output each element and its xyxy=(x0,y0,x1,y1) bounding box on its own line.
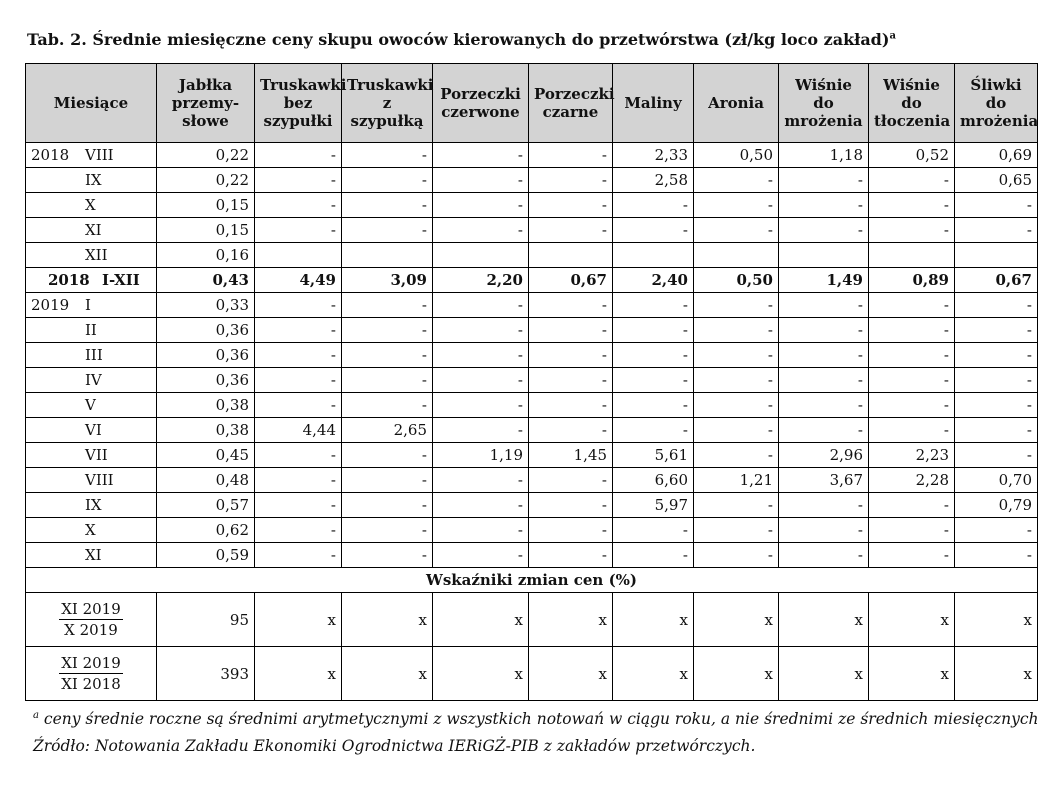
price-cell: - xyxy=(433,493,529,518)
price-cell xyxy=(955,243,1038,268)
table-row xyxy=(26,343,1038,368)
table-row xyxy=(26,168,1038,193)
price-cell: 2,33 xyxy=(613,143,694,168)
price-cell: 0,70 xyxy=(955,468,1038,493)
price-cell: - xyxy=(613,418,694,443)
price-cell: - xyxy=(694,218,779,243)
price-cell: - xyxy=(779,293,869,318)
price-cell xyxy=(694,243,779,268)
month-cell xyxy=(26,368,157,393)
price-cell: - xyxy=(342,393,433,418)
price-cell: - xyxy=(433,468,529,493)
month-cell xyxy=(26,218,157,243)
price-cell: - xyxy=(955,393,1038,418)
header-wisnie-mrozenia: Wiśnie do mrożenia xyxy=(779,64,869,143)
price-cell: 0,16 xyxy=(157,243,255,268)
month-label: XI xyxy=(85,221,102,239)
price-cell: - xyxy=(342,543,433,568)
month-label: X xyxy=(85,521,96,539)
price-cell: - xyxy=(342,143,433,168)
index-cell: x xyxy=(255,593,342,647)
year-label: 2018 xyxy=(31,146,70,164)
price-cell: - xyxy=(613,343,694,368)
price-cell: 3,67 xyxy=(779,468,869,493)
price-cell: - xyxy=(955,368,1038,393)
price-cell: - xyxy=(433,318,529,343)
price-cell: - xyxy=(255,368,342,393)
price-cell: - xyxy=(342,468,433,493)
price-cell: 0,67 xyxy=(955,268,1038,293)
index-cell: x xyxy=(869,593,955,647)
price-cell: - xyxy=(255,393,342,418)
month-label: VII xyxy=(85,446,108,464)
price-cell: - xyxy=(433,393,529,418)
price-cell: - xyxy=(433,418,529,443)
price-cell: - xyxy=(779,193,869,218)
price-cell: - xyxy=(955,543,1038,568)
price-cell: - xyxy=(433,343,529,368)
table-row xyxy=(26,418,1038,443)
price-cell: - xyxy=(779,218,869,243)
month-cell xyxy=(26,343,157,368)
table-row xyxy=(26,218,1038,243)
price-cell: 5,97 xyxy=(613,493,694,518)
table-row xyxy=(26,468,1038,493)
index-cell: x xyxy=(694,647,779,701)
price-table xyxy=(25,63,1038,701)
price-cell: - xyxy=(255,143,342,168)
price-cell: 0,36 xyxy=(157,368,255,393)
header-jablka: Jabłka przemy- słowe xyxy=(157,64,255,143)
price-cell: - xyxy=(255,518,342,543)
price-cell: - xyxy=(869,318,955,343)
price-cell: - xyxy=(869,343,955,368)
table-row xyxy=(26,143,1038,168)
annual-row xyxy=(26,268,1038,293)
index-row xyxy=(26,647,1038,701)
price-cell: - xyxy=(529,318,613,343)
price-cell: 0,15 xyxy=(157,193,255,218)
price-cell: 3,09 xyxy=(342,268,433,293)
table-row xyxy=(26,293,1038,318)
price-cell: 2,65 xyxy=(342,418,433,443)
price-cell: - xyxy=(255,493,342,518)
price-cell: - xyxy=(613,543,694,568)
price-cell: - xyxy=(694,493,779,518)
table-row xyxy=(26,518,1038,543)
price-cell: - xyxy=(529,193,613,218)
price-cell: - xyxy=(255,468,342,493)
price-cell: - xyxy=(529,168,613,193)
price-cell xyxy=(342,243,433,268)
price-cell: 2,58 xyxy=(613,168,694,193)
price-cell: 0,48 xyxy=(157,468,255,493)
price-cell: - xyxy=(342,343,433,368)
month-cell xyxy=(26,143,157,168)
price-cell: - xyxy=(613,518,694,543)
price-cell: - xyxy=(255,543,342,568)
price-cell: - xyxy=(955,293,1038,318)
table-title xyxy=(27,30,896,49)
index-cell: x xyxy=(613,647,694,701)
price-cell: 1,21 xyxy=(694,468,779,493)
price-cell: - xyxy=(433,368,529,393)
month-label: IV xyxy=(85,371,102,389)
month-label: VIII xyxy=(85,471,114,489)
header-maliny: Maliny xyxy=(613,64,694,143)
month-cell xyxy=(26,193,157,218)
index-cell: x xyxy=(342,593,433,647)
month-label: III xyxy=(85,346,103,364)
table-row xyxy=(26,443,1038,468)
table-row xyxy=(26,393,1038,418)
price-cell: - xyxy=(529,518,613,543)
price-cell: 0,43 xyxy=(157,268,255,293)
price-cell: - xyxy=(779,493,869,518)
price-cell: 0,69 xyxy=(955,143,1038,168)
index-cell: x xyxy=(613,593,694,647)
price-cell xyxy=(779,243,869,268)
index-cell: 393 xyxy=(157,647,255,701)
price-cell: - xyxy=(255,218,342,243)
price-cell xyxy=(613,243,694,268)
price-cell: - xyxy=(694,168,779,193)
month-label: VIII xyxy=(85,146,114,164)
price-cell: - xyxy=(433,193,529,218)
price-cell xyxy=(529,243,613,268)
price-cell: - xyxy=(779,518,869,543)
month-label: II xyxy=(85,321,97,339)
price-cell: 0,52 xyxy=(869,143,955,168)
header-porzeczki-czarne: Porzeczki czarne xyxy=(529,64,613,143)
price-cell: 1,18 xyxy=(779,143,869,168)
price-cell: 2,20 xyxy=(433,268,529,293)
month-cell xyxy=(26,168,157,193)
price-cell xyxy=(255,243,342,268)
price-cell: 0,62 xyxy=(157,518,255,543)
table-row xyxy=(26,243,1038,268)
table-row xyxy=(26,543,1038,568)
index-cell: x xyxy=(255,647,342,701)
price-cell: 0,22 xyxy=(157,168,255,193)
price-cell: 1,19 xyxy=(433,443,529,468)
table-title-text: Tab. 2. Średnie miesięczne ceny skupu owoców kierowanych do przetwórstwa (zł/kg loco zakład) xyxy=(27,30,890,49)
price-cell: - xyxy=(694,543,779,568)
table-row xyxy=(26,193,1038,218)
table-row xyxy=(26,368,1038,393)
index-cell: x xyxy=(955,647,1038,701)
price-cell: - xyxy=(529,543,613,568)
month-label: IX xyxy=(85,496,102,514)
price-cell: - xyxy=(694,193,779,218)
index-cell: x xyxy=(955,593,1038,647)
price-cell: 2,40 xyxy=(613,268,694,293)
price-cell: - xyxy=(869,493,955,518)
price-cell: - xyxy=(342,368,433,393)
price-cell: - xyxy=(869,293,955,318)
price-cell: 0,33 xyxy=(157,293,255,318)
month-label: XII xyxy=(85,246,108,264)
title-footnote-marker: a xyxy=(889,30,896,42)
price-cell: 0,36 xyxy=(157,318,255,343)
price-cell: - xyxy=(433,143,529,168)
index-row xyxy=(26,593,1038,647)
price-cell: 6,60 xyxy=(613,468,694,493)
year-label: 2018 xyxy=(48,271,90,289)
price-cell: - xyxy=(955,318,1038,343)
price-cell: 0,67 xyxy=(529,268,613,293)
price-cell: - xyxy=(342,493,433,518)
price-cell: - xyxy=(955,418,1038,443)
index-cell: 95 xyxy=(157,593,255,647)
section-label: Wskaźniki zmian cen (%) xyxy=(26,568,1038,593)
price-cell: - xyxy=(529,343,613,368)
header-truskawki-bez: Truskawki bez szypułki xyxy=(255,64,342,143)
fraction-numerator: XI 2019 xyxy=(61,599,121,618)
month-cell xyxy=(26,518,157,543)
price-cell: - xyxy=(433,543,529,568)
price-cell: - xyxy=(342,168,433,193)
price-cell: 4,49 xyxy=(255,268,342,293)
month-label: V xyxy=(85,396,96,414)
index-period-cell xyxy=(26,647,157,701)
fraction-denominator: XI 2018 xyxy=(61,674,121,693)
year-label: 2019 xyxy=(31,296,70,314)
price-cell: - xyxy=(342,443,433,468)
source-note: Źródło: Notowania Zakładu Ekonomiki Ogrodnictwa IERiGŻ-PIB z zakładów przetwórczych. xyxy=(33,737,756,755)
fraction-denominator: X 2019 xyxy=(64,620,118,639)
price-cell: - xyxy=(694,418,779,443)
price-cell: - xyxy=(433,168,529,193)
price-cell: - xyxy=(529,418,613,443)
index-cell: x xyxy=(433,593,529,647)
price-cell: 0,59 xyxy=(157,543,255,568)
price-cell: 0,38 xyxy=(157,418,255,443)
price-cell: - xyxy=(869,543,955,568)
price-cell: - xyxy=(613,293,694,318)
price-cell: 0,15 xyxy=(157,218,255,243)
header-aronia: Aronia xyxy=(694,64,779,143)
price-cell: - xyxy=(779,318,869,343)
price-cell: 0,22 xyxy=(157,143,255,168)
price-cell: 0,36 xyxy=(157,343,255,368)
price-cell: - xyxy=(342,218,433,243)
index-cell: x xyxy=(694,593,779,647)
month-cell xyxy=(26,268,157,293)
month-cell xyxy=(26,293,157,318)
price-cell: - xyxy=(779,368,869,393)
price-cell: - xyxy=(342,193,433,218)
index-cell: x xyxy=(779,593,869,647)
price-cell: - xyxy=(255,168,342,193)
month-cell xyxy=(26,318,157,343)
period-fraction xyxy=(59,653,123,694)
price-cell: - xyxy=(694,368,779,393)
price-cell: 0,45 xyxy=(157,443,255,468)
price-cell: 0,57 xyxy=(157,493,255,518)
price-cell: 0,50 xyxy=(694,143,779,168)
month-label: I-XII xyxy=(102,271,140,289)
price-cell: 2,23 xyxy=(869,443,955,468)
price-cell: - xyxy=(342,318,433,343)
price-cell: - xyxy=(613,393,694,418)
price-cell: - xyxy=(779,543,869,568)
price-cell: - xyxy=(613,368,694,393)
price-cell: - xyxy=(529,218,613,243)
index-cell: x xyxy=(869,647,955,701)
price-cell: - xyxy=(955,343,1038,368)
price-cell: 2,28 xyxy=(869,468,955,493)
header-porzeczki-czerwone: Porzeczki czerwone xyxy=(433,64,529,143)
price-cell: - xyxy=(869,168,955,193)
month-cell xyxy=(26,468,157,493)
price-cell: - xyxy=(694,518,779,543)
month-label: I xyxy=(85,296,91,314)
price-cell: 0,65 xyxy=(955,168,1038,193)
price-cell: - xyxy=(955,518,1038,543)
price-cell: 0,38 xyxy=(157,393,255,418)
price-cell: - xyxy=(694,318,779,343)
table-row xyxy=(26,493,1038,518)
price-cell: - xyxy=(255,318,342,343)
price-cell: - xyxy=(529,293,613,318)
month-cell xyxy=(26,543,157,568)
price-cell: 1,45 xyxy=(529,443,613,468)
price-cell: - xyxy=(694,443,779,468)
table-body xyxy=(26,143,1038,701)
index-cell: x xyxy=(779,647,869,701)
price-cell: 0,89 xyxy=(869,268,955,293)
price-cell xyxy=(869,243,955,268)
price-cell: - xyxy=(529,393,613,418)
price-cell: - xyxy=(694,293,779,318)
price-cell: - xyxy=(433,218,529,243)
price-cell: 0,79 xyxy=(955,493,1038,518)
price-cell: - xyxy=(255,443,342,468)
table-row xyxy=(26,318,1038,343)
month-cell xyxy=(26,418,157,443)
price-cell: - xyxy=(529,143,613,168)
price-cell: - xyxy=(529,368,613,393)
price-cell: - xyxy=(955,193,1038,218)
price-cell: - xyxy=(613,318,694,343)
footnote: $^a$ ceny średnie roczne są średnimi arytmetycznymi z wszystkich notowań w ciągu roku, a nie średnimi ze średnich miesięcznych xyxy=(33,710,1039,729)
index-cell: x xyxy=(529,647,613,701)
price-cell: - xyxy=(613,193,694,218)
price-cell xyxy=(433,243,529,268)
price-cell: 2,96 xyxy=(779,443,869,468)
price-cell: 1,49 xyxy=(779,268,869,293)
price-cell: - xyxy=(869,218,955,243)
index-cell: x xyxy=(342,647,433,701)
section-row xyxy=(26,568,1038,593)
price-cell: - xyxy=(433,518,529,543)
index-cell: x xyxy=(529,593,613,647)
price-cell: - xyxy=(869,368,955,393)
price-cell: 0,50 xyxy=(694,268,779,293)
price-cell: - xyxy=(779,418,869,443)
price-cell: - xyxy=(529,493,613,518)
price-cell: - xyxy=(955,443,1038,468)
price-cell: - xyxy=(955,218,1038,243)
header-wisnie-tloczenia: Wiśnie do tłoczenia xyxy=(869,64,955,143)
price-cell: - xyxy=(869,193,955,218)
index-cell: x xyxy=(433,647,529,701)
fraction-numerator: XI 2019 xyxy=(61,653,121,672)
price-cell: - xyxy=(869,393,955,418)
price-cell: - xyxy=(342,293,433,318)
month-cell xyxy=(26,243,157,268)
month-label: IX xyxy=(85,171,102,189)
month-cell xyxy=(26,393,157,418)
price-cell: - xyxy=(779,168,869,193)
price-cell: - xyxy=(613,218,694,243)
price-cell: - xyxy=(869,518,955,543)
header-truskawki-z: Truskawki z szypułką xyxy=(342,64,433,143)
month-cell xyxy=(26,443,157,468)
price-cell: - xyxy=(255,293,342,318)
price-cell: - xyxy=(529,468,613,493)
price-cell: - xyxy=(342,518,433,543)
month-label: X xyxy=(85,196,96,214)
price-cell: 5,61 xyxy=(613,443,694,468)
price-cell: - xyxy=(255,193,342,218)
header-sliwki: Śliwki do mrożenia xyxy=(955,64,1038,143)
price-cell: - xyxy=(433,293,529,318)
price-cell: - xyxy=(779,393,869,418)
price-cell: 4,44 xyxy=(255,418,342,443)
period-fraction xyxy=(59,599,123,640)
header-row xyxy=(26,64,1038,143)
price-cell: - xyxy=(869,418,955,443)
price-cell: - xyxy=(779,343,869,368)
price-cell: - xyxy=(694,343,779,368)
month-cell xyxy=(26,493,157,518)
price-cell: - xyxy=(694,393,779,418)
header-months: Miesiące xyxy=(26,64,157,143)
month-label: XI xyxy=(85,546,102,564)
index-period-cell xyxy=(26,593,157,647)
price-cell: - xyxy=(255,343,342,368)
month-label: VI xyxy=(85,421,102,439)
